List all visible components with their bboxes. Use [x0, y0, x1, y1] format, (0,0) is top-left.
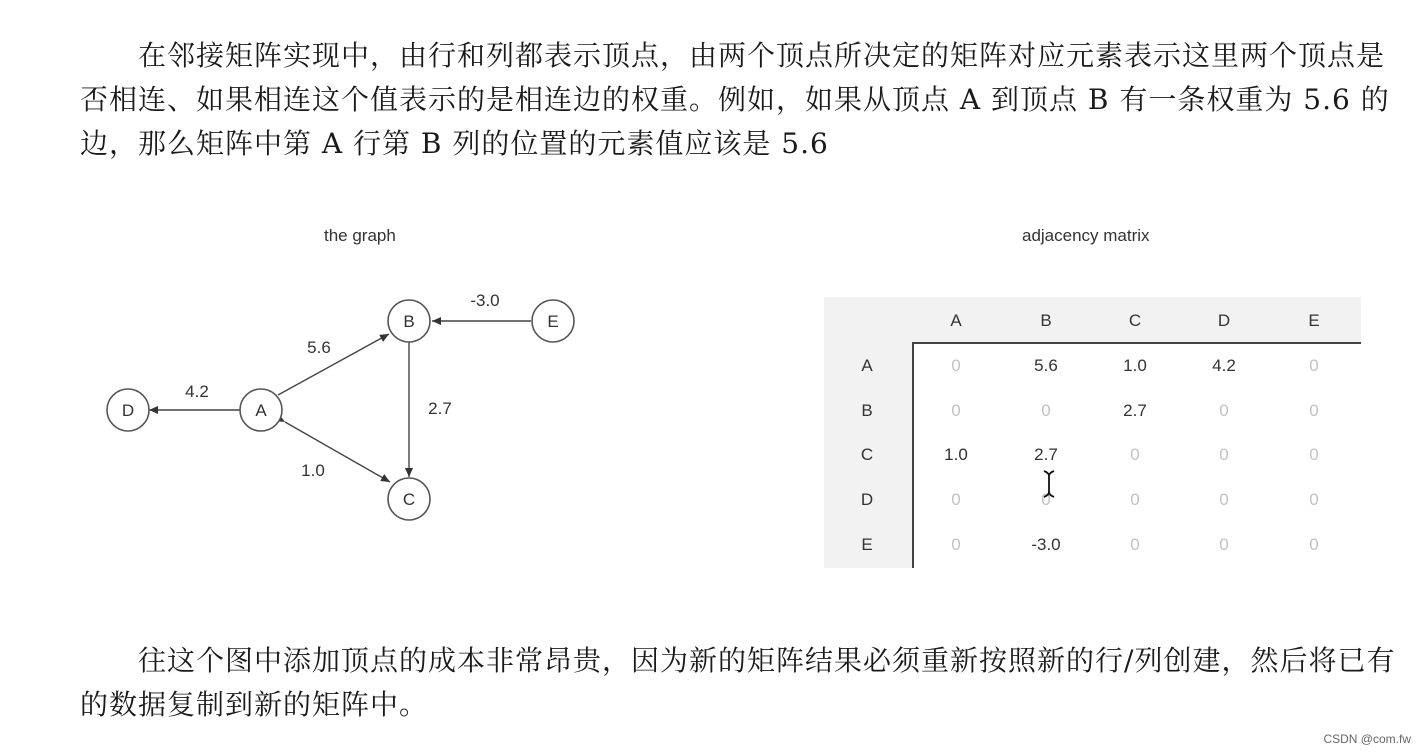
matrix-header-rule	[912, 342, 1361, 344]
matrix-cell: 0	[951, 535, 961, 554]
edge-label-e-b: -3.0	[470, 291, 500, 310]
matrix-cell: 0	[1130, 535, 1140, 554]
graph-title: the graph	[324, 226, 396, 245]
node-label-b: B	[403, 312, 415, 331]
matrix-row-header: A	[861, 356, 873, 375]
matrix-row-header: B	[861, 401, 873, 420]
intro-text: 在邻接矩阵实现中，由行和列都表示顶点，由两个顶点所决定的矩阵对应元素表示这里两个顶点是否相连、如果相连这个值表示的是相连边的权重。例如，如果从顶点 A 到顶点 B 有一条权重为 5.6 的边，那么矩阵中第 A 行第 B 列的位置的元素值应该是 5.6	[80, 39, 1390, 160]
matrix-cell: 1.0	[1123, 356, 1147, 375]
matrix-cell: 0	[1309, 535, 1319, 554]
matrix-title: adjacency matrix	[1022, 226, 1150, 245]
matrix-cell: 0	[1219, 445, 1229, 464]
matrix-row-header: E	[861, 535, 873, 554]
node-e	[532, 300, 574, 342]
matrix-cell: 0	[951, 356, 961, 375]
edge-label-a-d: 4.2	[185, 382, 209, 401]
text-cursor-icon	[1042, 470, 1056, 498]
matrix-cell: 0	[951, 401, 961, 420]
matrix-cell: -3.0	[1031, 535, 1061, 554]
edge-label-a-b: 5.6	[307, 338, 331, 357]
matrix-cell: 0	[951, 490, 961, 509]
matrix-cell: 2.7	[1034, 445, 1058, 464]
matrix-cell: 0	[1309, 401, 1319, 420]
node-c	[388, 478, 430, 520]
node-label-d: D	[121, 401, 135, 420]
node-label-e: E	[547, 312, 559, 331]
watermark: CSDN @com.fw	[1323, 732, 1411, 746]
matrix-row-rule	[912, 342, 914, 568]
graph-diagram	[95, 280, 615, 530]
matrix-cell: 0	[1130, 490, 1140, 509]
outro-text: 往这个图中添加顶点的成本非常昂贵，因为新的矩阵结果必须重新按照新的行/列创建，然后将已有的数据复制到新的矩阵中。	[80, 644, 1396, 721]
matrix-cell: 4.2	[1212, 356, 1236, 375]
matrix-cell: 0	[1219, 490, 1229, 509]
node-label-a: A	[255, 401, 267, 420]
matrix-col-header: C	[1128, 311, 1142, 330]
matrix-cell: 1.0	[944, 445, 968, 464]
edge-label-a-c: 1.0	[301, 461, 325, 480]
matrix-row-header: C	[860, 445, 874, 464]
matrix-cell: 0	[1309, 490, 1319, 509]
matrix-cell: 0	[1041, 401, 1051, 420]
matrix-cell: 2.7	[1123, 401, 1147, 420]
matrix-cell: 0	[1130, 445, 1140, 464]
matrix-cell: 0	[1219, 401, 1229, 420]
node-label-c: C	[402, 490, 416, 509]
matrix-row-header: D	[860, 490, 874, 509]
edge-label-b-c: 2.7	[428, 399, 452, 418]
node-b	[388, 300, 430, 342]
matrix-cell: 0	[1219, 535, 1229, 554]
matrix-cell: 5.6	[1034, 356, 1058, 375]
matrix-cell: 0	[1041, 490, 1051, 509]
matrix-col-header: A	[950, 311, 962, 330]
edge-a-b	[278, 334, 389, 395]
matrix-col-header: E	[1308, 311, 1320, 330]
outro-paragraph	[80, 639, 1400, 727]
matrix-cell: 0	[1309, 445, 1319, 464]
matrix-col-header: B	[1040, 311, 1052, 330]
intro-paragraph	[80, 34, 1400, 166]
matrix-cell: 0	[1309, 356, 1319, 375]
node-a	[240, 389, 282, 431]
matrix-col-header: D	[1217, 311, 1231, 330]
adjacency-matrix	[824, 297, 1361, 568]
node-d	[107, 389, 149, 431]
